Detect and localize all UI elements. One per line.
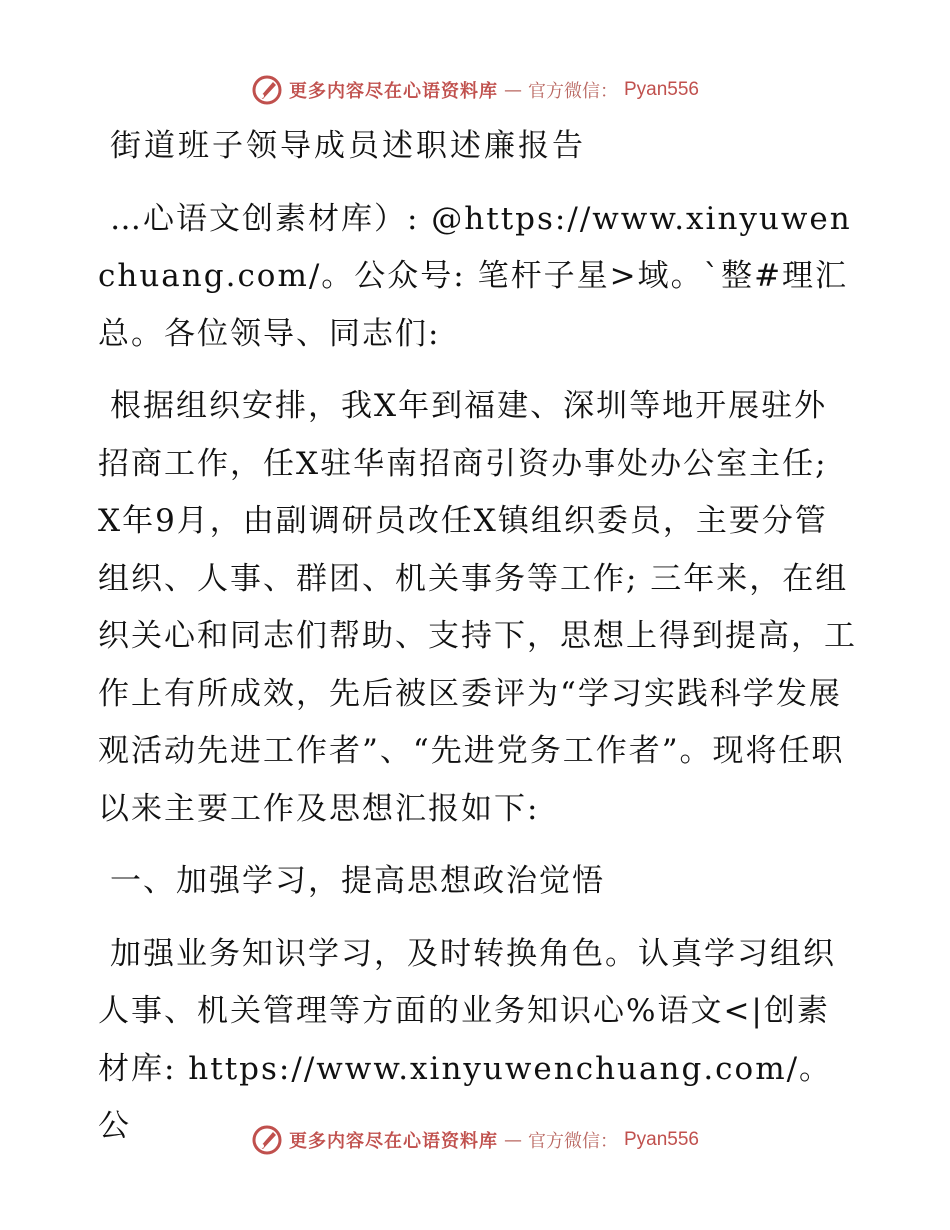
document-body xyxy=(98,118,858,1171)
header-watermark xyxy=(0,70,950,110)
watermark-brand-text: 更多内容尽在心语资料库 xyxy=(288,1131,498,1152)
quill-logo-icon xyxy=(251,1124,283,1156)
footer-watermark xyxy=(0,1120,950,1160)
watermark-separator: — xyxy=(503,1129,522,1151)
quill-logo-icon xyxy=(251,74,283,106)
watermark-wechat-label: 官方微信： xyxy=(527,81,618,102)
paragraph-intro: …心语文创素材库）: @https://www.xinyuwenchuang.com/。公众号: 笔杆子星>域。`整#理汇总。各位领导、同志们: xyxy=(98,200,852,352)
paragraph-study: 加强业务知识学习，及时转换角色。认真学习组织人事、机关管理等方面的业务知识心%语文<|创素材库: https://www.xinyuwenchuang.com/。公 xyxy=(98,935,836,1144)
watermark-brand-text: 更多内容尽在心语资料库 xyxy=(288,81,498,102)
watermark-separator: — xyxy=(503,79,522,101)
watermark-wechat-id: Pyan556 xyxy=(623,79,699,100)
watermark-wechat-label: 官方微信： xyxy=(527,1131,618,1152)
document-title: 街道班子领导成员述职述廉报告 xyxy=(110,128,586,164)
section-heading-1: 一、加强学习，提高思想政治觉悟 xyxy=(110,863,605,899)
watermark-wechat-id: Pyan556 xyxy=(623,1129,699,1150)
paragraph-background: 根据组织安排，我X年到福建、深圳等地开展驻外招商工作，任X驻华南招商引资办事处办公室主任; X年9月，由副调研员改任X镇组织委员，主要分管组织、人事、群团、机关事务等工作; 三年来，在组织关心和同志们帮助、支持下，思想上得到提高，工作上有所成效，先后被区委评为“学习实践科学发展观活动先进工作者”、“先进党务工作者”。现将任职以来主要工作及思想汇报如下: xyxy=(98,388,857,827)
